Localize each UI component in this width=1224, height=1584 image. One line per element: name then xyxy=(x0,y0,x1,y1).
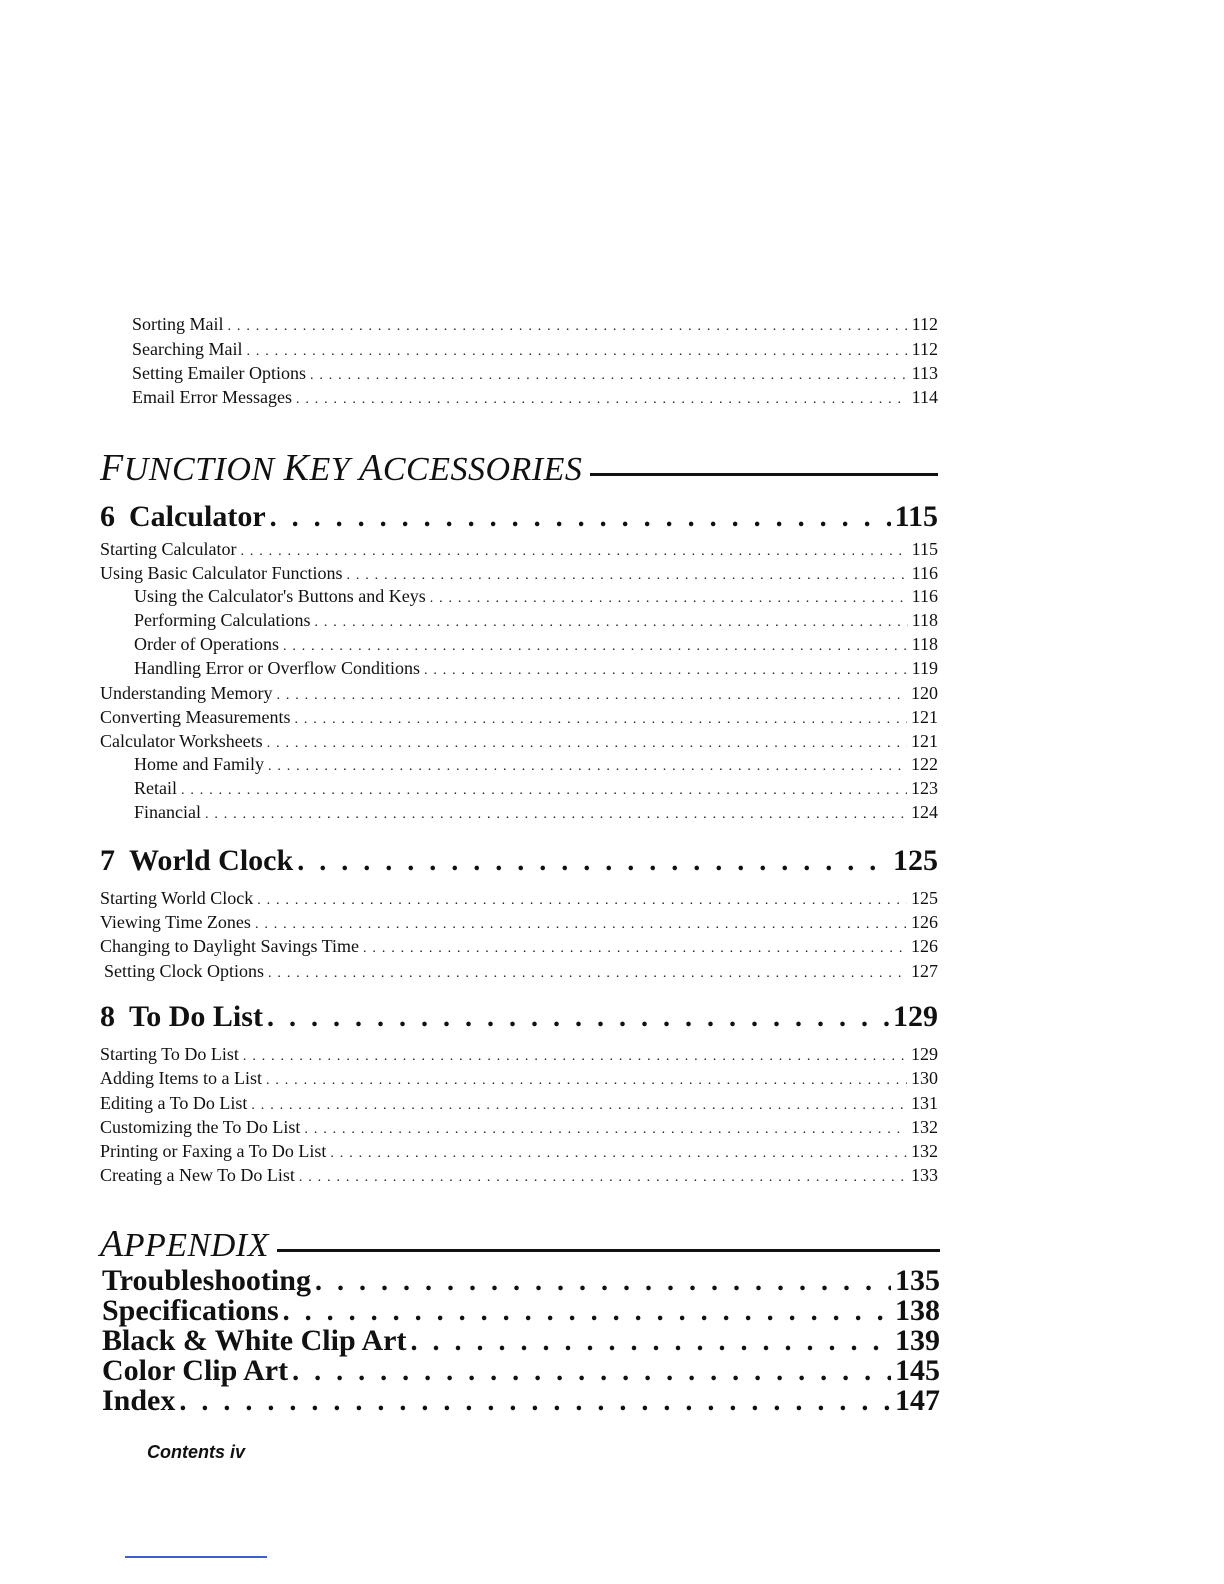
chapter-number: 7 xyxy=(100,844,115,877)
entry-page: 121 xyxy=(911,731,938,751)
chapter-number: 8 xyxy=(100,1000,115,1033)
entry-page: 119 xyxy=(911,658,938,678)
entry-page: 130 xyxy=(911,1068,938,1088)
entry-page: 145 xyxy=(895,1354,940,1387)
entry-page: 129 xyxy=(911,1044,938,1064)
entry-page: 118 xyxy=(911,634,938,654)
toc-entry[interactable] xyxy=(100,1044,938,1068)
entry-page: 127 xyxy=(911,961,938,981)
appendix-entry[interactable] xyxy=(102,1384,940,1416)
entry-page: 112 xyxy=(911,314,938,334)
entry-page: 114 xyxy=(911,387,938,407)
chapter-heading-to-do-list[interactable] xyxy=(100,1000,938,1038)
chapter-title: To Do List xyxy=(129,1000,263,1033)
entry-label: Specifications xyxy=(102,1294,279,1327)
entry-page: 139 xyxy=(895,1324,940,1357)
toc-entry[interactable] xyxy=(100,1093,938,1117)
chapter-heading-calculator[interactable] xyxy=(100,500,938,538)
toc-entry[interactable] xyxy=(132,314,938,338)
entry-label: Printing or Faxing a To Do List xyxy=(100,1141,327,1161)
appendix-entry[interactable] xyxy=(102,1264,940,1296)
section-rule xyxy=(277,1249,940,1252)
entry-label: Calculator Worksheets xyxy=(100,731,263,751)
toc-entry[interactable] xyxy=(100,563,938,587)
entry-page: 138 xyxy=(895,1294,940,1327)
entry-label: Financial xyxy=(134,802,201,822)
entry-page: 118 xyxy=(911,610,938,630)
entry-page: 116 xyxy=(911,586,938,606)
entry-label: Starting Calculator xyxy=(100,539,237,559)
chapter-heading-world-clock[interactable] xyxy=(100,844,938,882)
entry-page: 133 xyxy=(911,1165,938,1185)
entry-label: Email Error Messages xyxy=(132,387,292,407)
toc-entry[interactable] xyxy=(132,339,938,363)
toc-entry[interactable] xyxy=(134,658,938,682)
chapter-page: 129 xyxy=(893,1000,938,1033)
entry-label: Sorting Mail xyxy=(132,314,224,334)
entry-page: 126 xyxy=(911,912,938,932)
entry-page: 147 xyxy=(895,1384,940,1417)
entry-label: Adding Items to a List xyxy=(100,1068,262,1088)
section-title: FUNCTION KEY ACCESSORIES xyxy=(100,447,583,489)
entry-label: Performing Calculations xyxy=(134,610,311,630)
entry-label: Searching Mail xyxy=(132,339,243,359)
toc-entry[interactable] xyxy=(134,802,938,826)
entry-label: Home and Family xyxy=(134,754,264,774)
toc-entry[interactable] xyxy=(100,539,938,563)
toc-entry[interactable] xyxy=(132,387,938,411)
section-title: APPENDIX xyxy=(100,1223,269,1265)
entry-label: Retail xyxy=(134,778,177,798)
toc-entry[interactable] xyxy=(100,1068,938,1092)
entry-page: 132 xyxy=(911,1141,938,1161)
entry-page: 125 xyxy=(911,888,938,908)
section-heading-appendix xyxy=(100,1222,940,1266)
toc-entry[interactable] xyxy=(100,731,938,755)
toc-entry[interactable] xyxy=(100,912,938,936)
entry-label: Creating a New To Do List xyxy=(100,1165,295,1185)
entry-page: 132 xyxy=(911,1117,938,1137)
entry-label: Color Clip Art xyxy=(102,1354,289,1387)
appendix-entry[interactable] xyxy=(102,1294,940,1326)
toc-entry[interactable] xyxy=(134,634,938,658)
entry-label: Setting Emailer Options xyxy=(132,363,306,383)
entry-page: 123 xyxy=(911,778,938,798)
entry-page: 135 xyxy=(895,1264,940,1297)
toc-entry[interactable] xyxy=(134,778,938,802)
chapter-page: 125 xyxy=(893,844,938,877)
section-heading-function-key-accessories xyxy=(100,446,938,490)
toc-entry[interactable] xyxy=(100,683,938,707)
entry-label: Order of Operations xyxy=(134,634,279,654)
appendix-entry[interactable] xyxy=(102,1354,940,1386)
entry-page: 124 xyxy=(911,802,938,822)
entry-page: 122 xyxy=(911,754,938,774)
entry-label: Index xyxy=(102,1384,176,1417)
toc-entry[interactable] xyxy=(132,363,938,387)
entry-page: 113 xyxy=(911,363,938,383)
toc-entry[interactable] xyxy=(100,1141,938,1165)
entry-label: Starting To Do List xyxy=(100,1044,239,1064)
toc-entry[interactable] xyxy=(104,961,938,985)
toc-entry[interactable] xyxy=(100,707,938,731)
toc-entry[interactable] xyxy=(100,1117,938,1141)
toc-entry[interactable] xyxy=(100,936,938,960)
chapter-title: World Clock xyxy=(129,844,294,877)
entry-page: 112 xyxy=(911,339,938,359)
appendix-entry[interactable] xyxy=(102,1324,940,1356)
entry-page: 116 xyxy=(911,563,938,583)
chapter-title: Calculator xyxy=(129,500,266,533)
toc-entry[interactable] xyxy=(134,754,938,778)
entry-label: Starting World Clock xyxy=(100,888,254,908)
entry-label: Understanding Memory xyxy=(100,683,273,703)
chapter-number: 6 xyxy=(100,500,115,533)
toc-entry[interactable] xyxy=(134,586,938,610)
entry-label: Changing to Daylight Savings Time xyxy=(100,936,360,956)
entry-page: 121 xyxy=(911,707,938,727)
chapter-page: 115 xyxy=(894,500,938,533)
entry-label: Troubleshooting xyxy=(102,1264,311,1297)
entry-label: Handling Error or Overflow Conditions xyxy=(134,658,420,678)
footer-link-underline xyxy=(125,1556,267,1558)
entry-label: Using the Calculator's Buttons and Keys xyxy=(134,586,426,606)
entry-page: 131 xyxy=(911,1093,938,1113)
entry-label: Black & White Clip Art xyxy=(102,1324,407,1357)
entry-label: Customizing the To Do List xyxy=(100,1117,301,1137)
entry-page: 126 xyxy=(911,936,938,956)
entry-label: Converting Measurements xyxy=(100,707,291,727)
entry-label: Viewing Time Zones xyxy=(100,912,251,932)
toc-entry[interactable] xyxy=(134,610,938,634)
page-footer: Contents iv xyxy=(147,1442,246,1462)
entry-label: Setting Clock Options xyxy=(104,961,265,981)
entry-page: 115 xyxy=(911,539,938,559)
section-rule xyxy=(590,473,938,476)
toc-entry[interactable] xyxy=(100,888,938,912)
entry-label: Using Basic Calculator Functions xyxy=(100,563,343,583)
toc-entry[interactable] xyxy=(100,1165,938,1189)
entry-label: Editing a To Do List xyxy=(100,1093,248,1113)
entry-page: 120 xyxy=(911,683,938,703)
